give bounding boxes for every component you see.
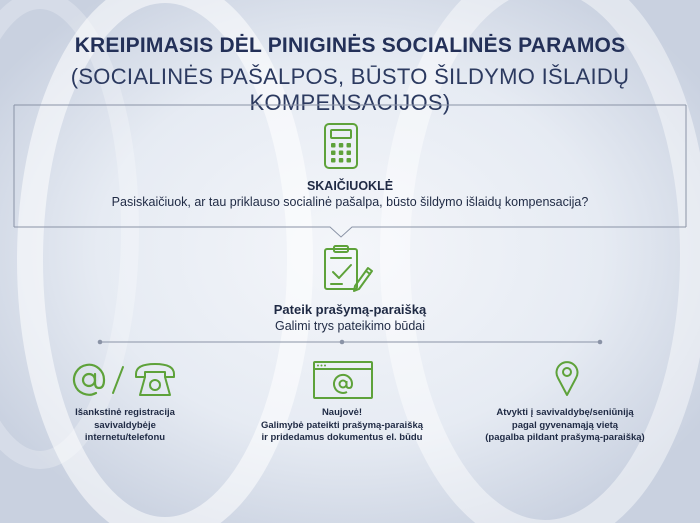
option-line: savivaldybėje (94, 419, 156, 431)
option-electronic (240, 407, 444, 445)
option-line: Naujovė! (321, 407, 363, 418)
option-line: pagal gyvenamąją vietą (511, 419, 619, 431)
option-preregistration (40, 407, 210, 445)
calculator-title: SKAIČIUOKLĖ (306, 179, 394, 193)
main-title-line1: KREIPIMASIS DĖL PINIGINĖS SOCIALINĖS PARAMOS (74, 34, 626, 57)
option-line: internetu/telefonu (84, 432, 166, 443)
calculator-description: Pasiskaičiuok, ar tau priklauso socialinė pašalpa, būsto šildymo išlaidų kompensacija? (111, 195, 589, 209)
option-line: Atvykti į savivaldybę/seniūniją (496, 407, 634, 418)
main-title-line2: (SOCIALINĖS PAŠALPOS, BŪSTO ŠILDYMO IŠLAIDŲ KOMPENSACIJOS) (70, 64, 630, 115)
option-line: ir pridedamus dokumentus el. būdu (261, 432, 423, 443)
calculator-icon (322, 121, 360, 171)
clipboard-check-pen-icon (322, 244, 374, 294)
email-window-icon (312, 360, 374, 400)
option-line: (pagalba pildant prašymą-paraišką) (485, 432, 645, 443)
location-pin-icon (554, 359, 580, 399)
submit-title: Pateik prašymą-paraišką (273, 302, 427, 317)
slash-separator (110, 363, 126, 397)
telephone-icon (133, 360, 177, 398)
at-sign-icon (72, 363, 106, 397)
option-line: Išankstinė registracija (75, 407, 175, 418)
submit-description: Galimi trys pateikimo būdai (274, 319, 426, 333)
option-line: Galimybė pateikti prašymą-paraišką (260, 419, 424, 431)
option-visit-office (460, 407, 670, 445)
